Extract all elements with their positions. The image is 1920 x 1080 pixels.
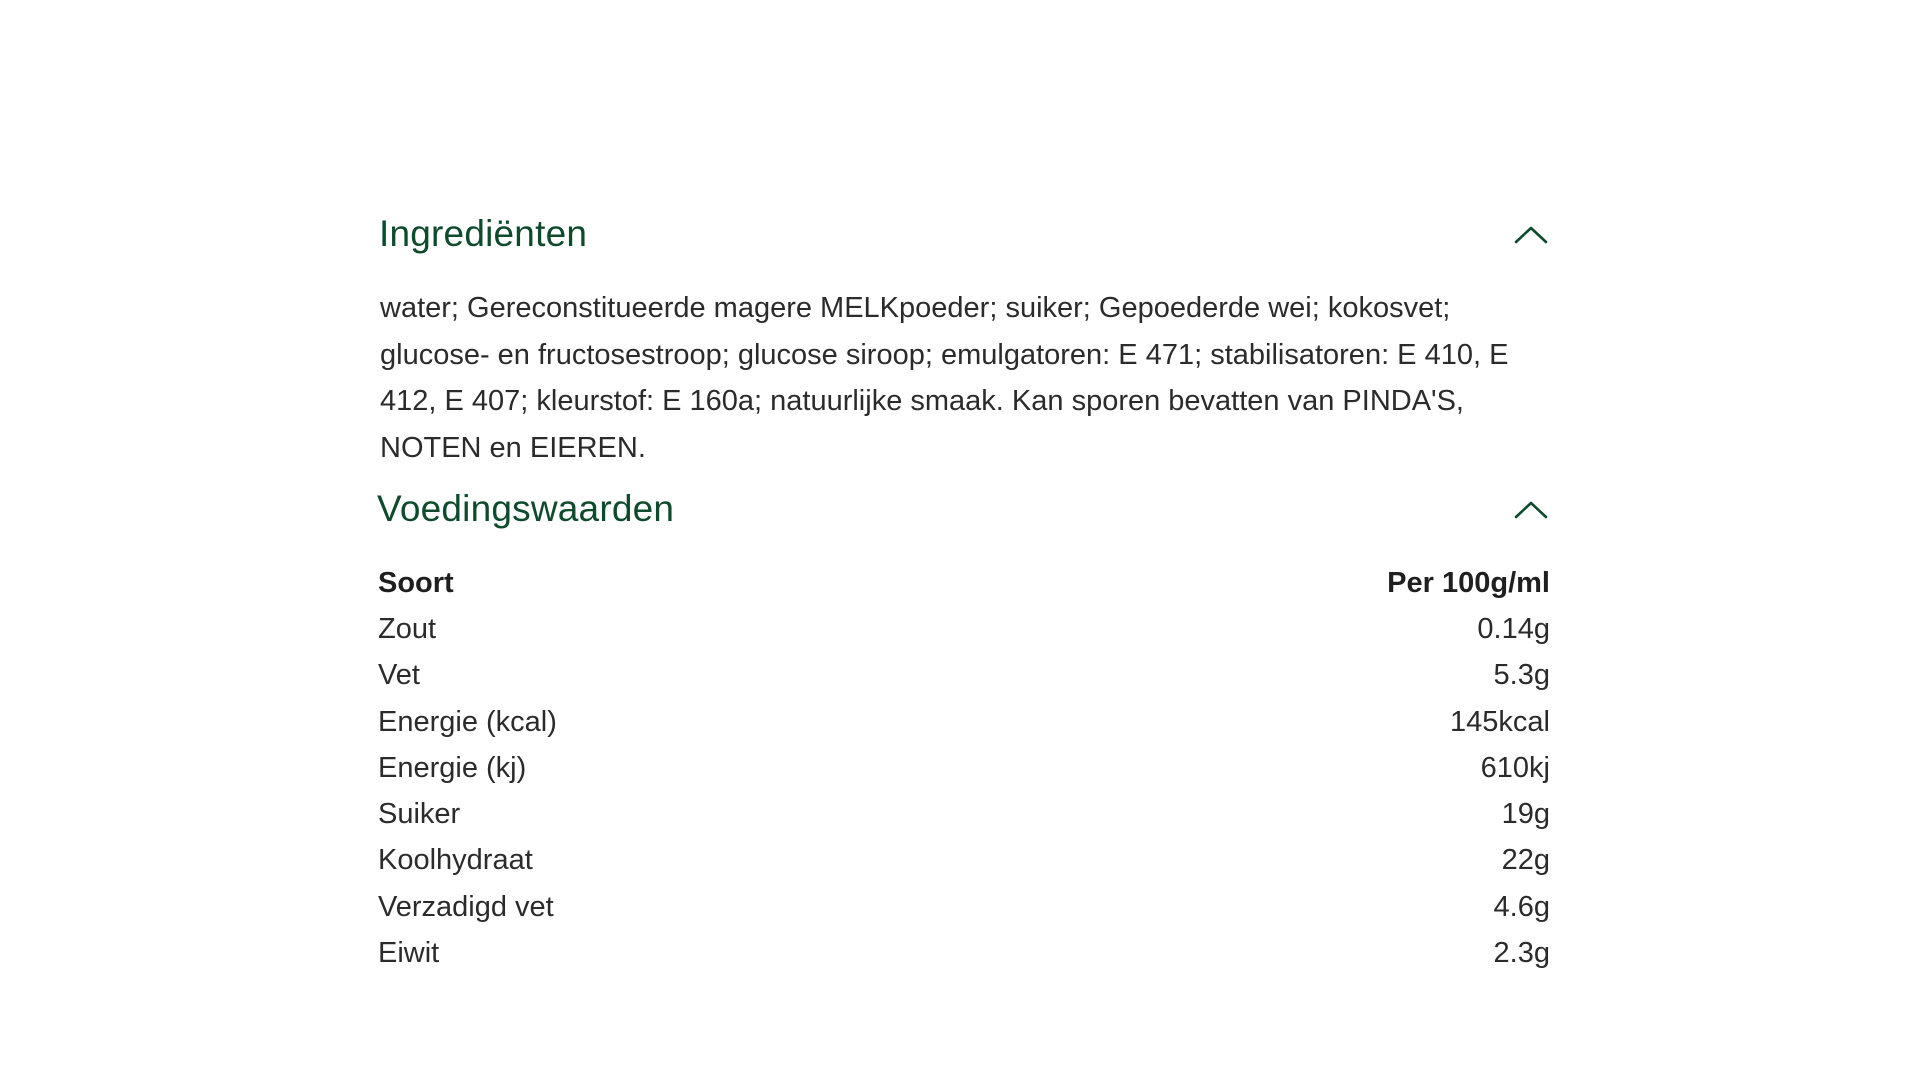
- nutrient-name: Suiker: [378, 798, 461, 831]
- chevron-up-icon[interactable]: [1512, 222, 1550, 246]
- nutrient-name: Energie (kcal): [378, 705, 557, 738]
- table-row: [378, 606, 1550, 652]
- nutrition-title: Voedingswaarden: [377, 488, 675, 529]
- ingredients-title: Ingrediënten: [379, 213, 588, 254]
- table-header-row: [378, 560, 1550, 606]
- chevron-up-icon[interactable]: [1512, 497, 1550, 521]
- nutrient-value: 145kcal: [1450, 705, 1550, 738]
- nutrient-name: Vet: [378, 659, 420, 692]
- nutrient-value: 19g: [1501, 798, 1550, 831]
- table-row: [378, 699, 1550, 745]
- nutrient-name: Verzadigd vet: [378, 890, 554, 923]
- nutrient-name: Eiwit: [378, 937, 440, 970]
- nutrient-value: 22g: [1501, 844, 1550, 877]
- nutrient-value: 5.3g: [1493, 659, 1550, 692]
- nutrient-value: 0.14g: [1477, 612, 1550, 645]
- nutrition-table: [378, 560, 1550, 977]
- ingredients-text: water; Gereconstitueerde magere MELKpoeder; suiker; Gepoederde wei; kokosvet; glucose- en fructosestroop; glucose siroop; emulgatoren: E 471; stabilisatoren: E 410, E 412, E 407; kleurstof: E 160a; natuurlijke smaak. Kan sporen bevatten van PINDA'S, NOTEN en EIEREN.: [380, 292, 1509, 464]
- nutrient-value: 4.6g: [1493, 890, 1550, 923]
- column-header-type: Soort: [378, 566, 454, 599]
- column-header-value: Per 100g/ml: [1387, 566, 1550, 599]
- table-row: [378, 791, 1550, 837]
- table-row: [378, 653, 1550, 699]
- nutrient-name: Zout: [378, 612, 437, 645]
- nutrient-value: 2.3g: [1493, 937, 1550, 970]
- nutrient-name: Energie (kj): [378, 751, 527, 784]
- nutrition-accordion-header[interactable]: [377, 485, 1550, 533]
- table-row: [378, 930, 1550, 976]
- nutrient-value: 610kj: [1480, 751, 1550, 784]
- table-row: [378, 745, 1550, 791]
- table-row: [378, 838, 1550, 884]
- nutrient-name: Koolhydraat: [378, 844, 533, 877]
- table-row: [378, 884, 1550, 930]
- ingredients-accordion-header[interactable]: [379, 210, 1550, 258]
